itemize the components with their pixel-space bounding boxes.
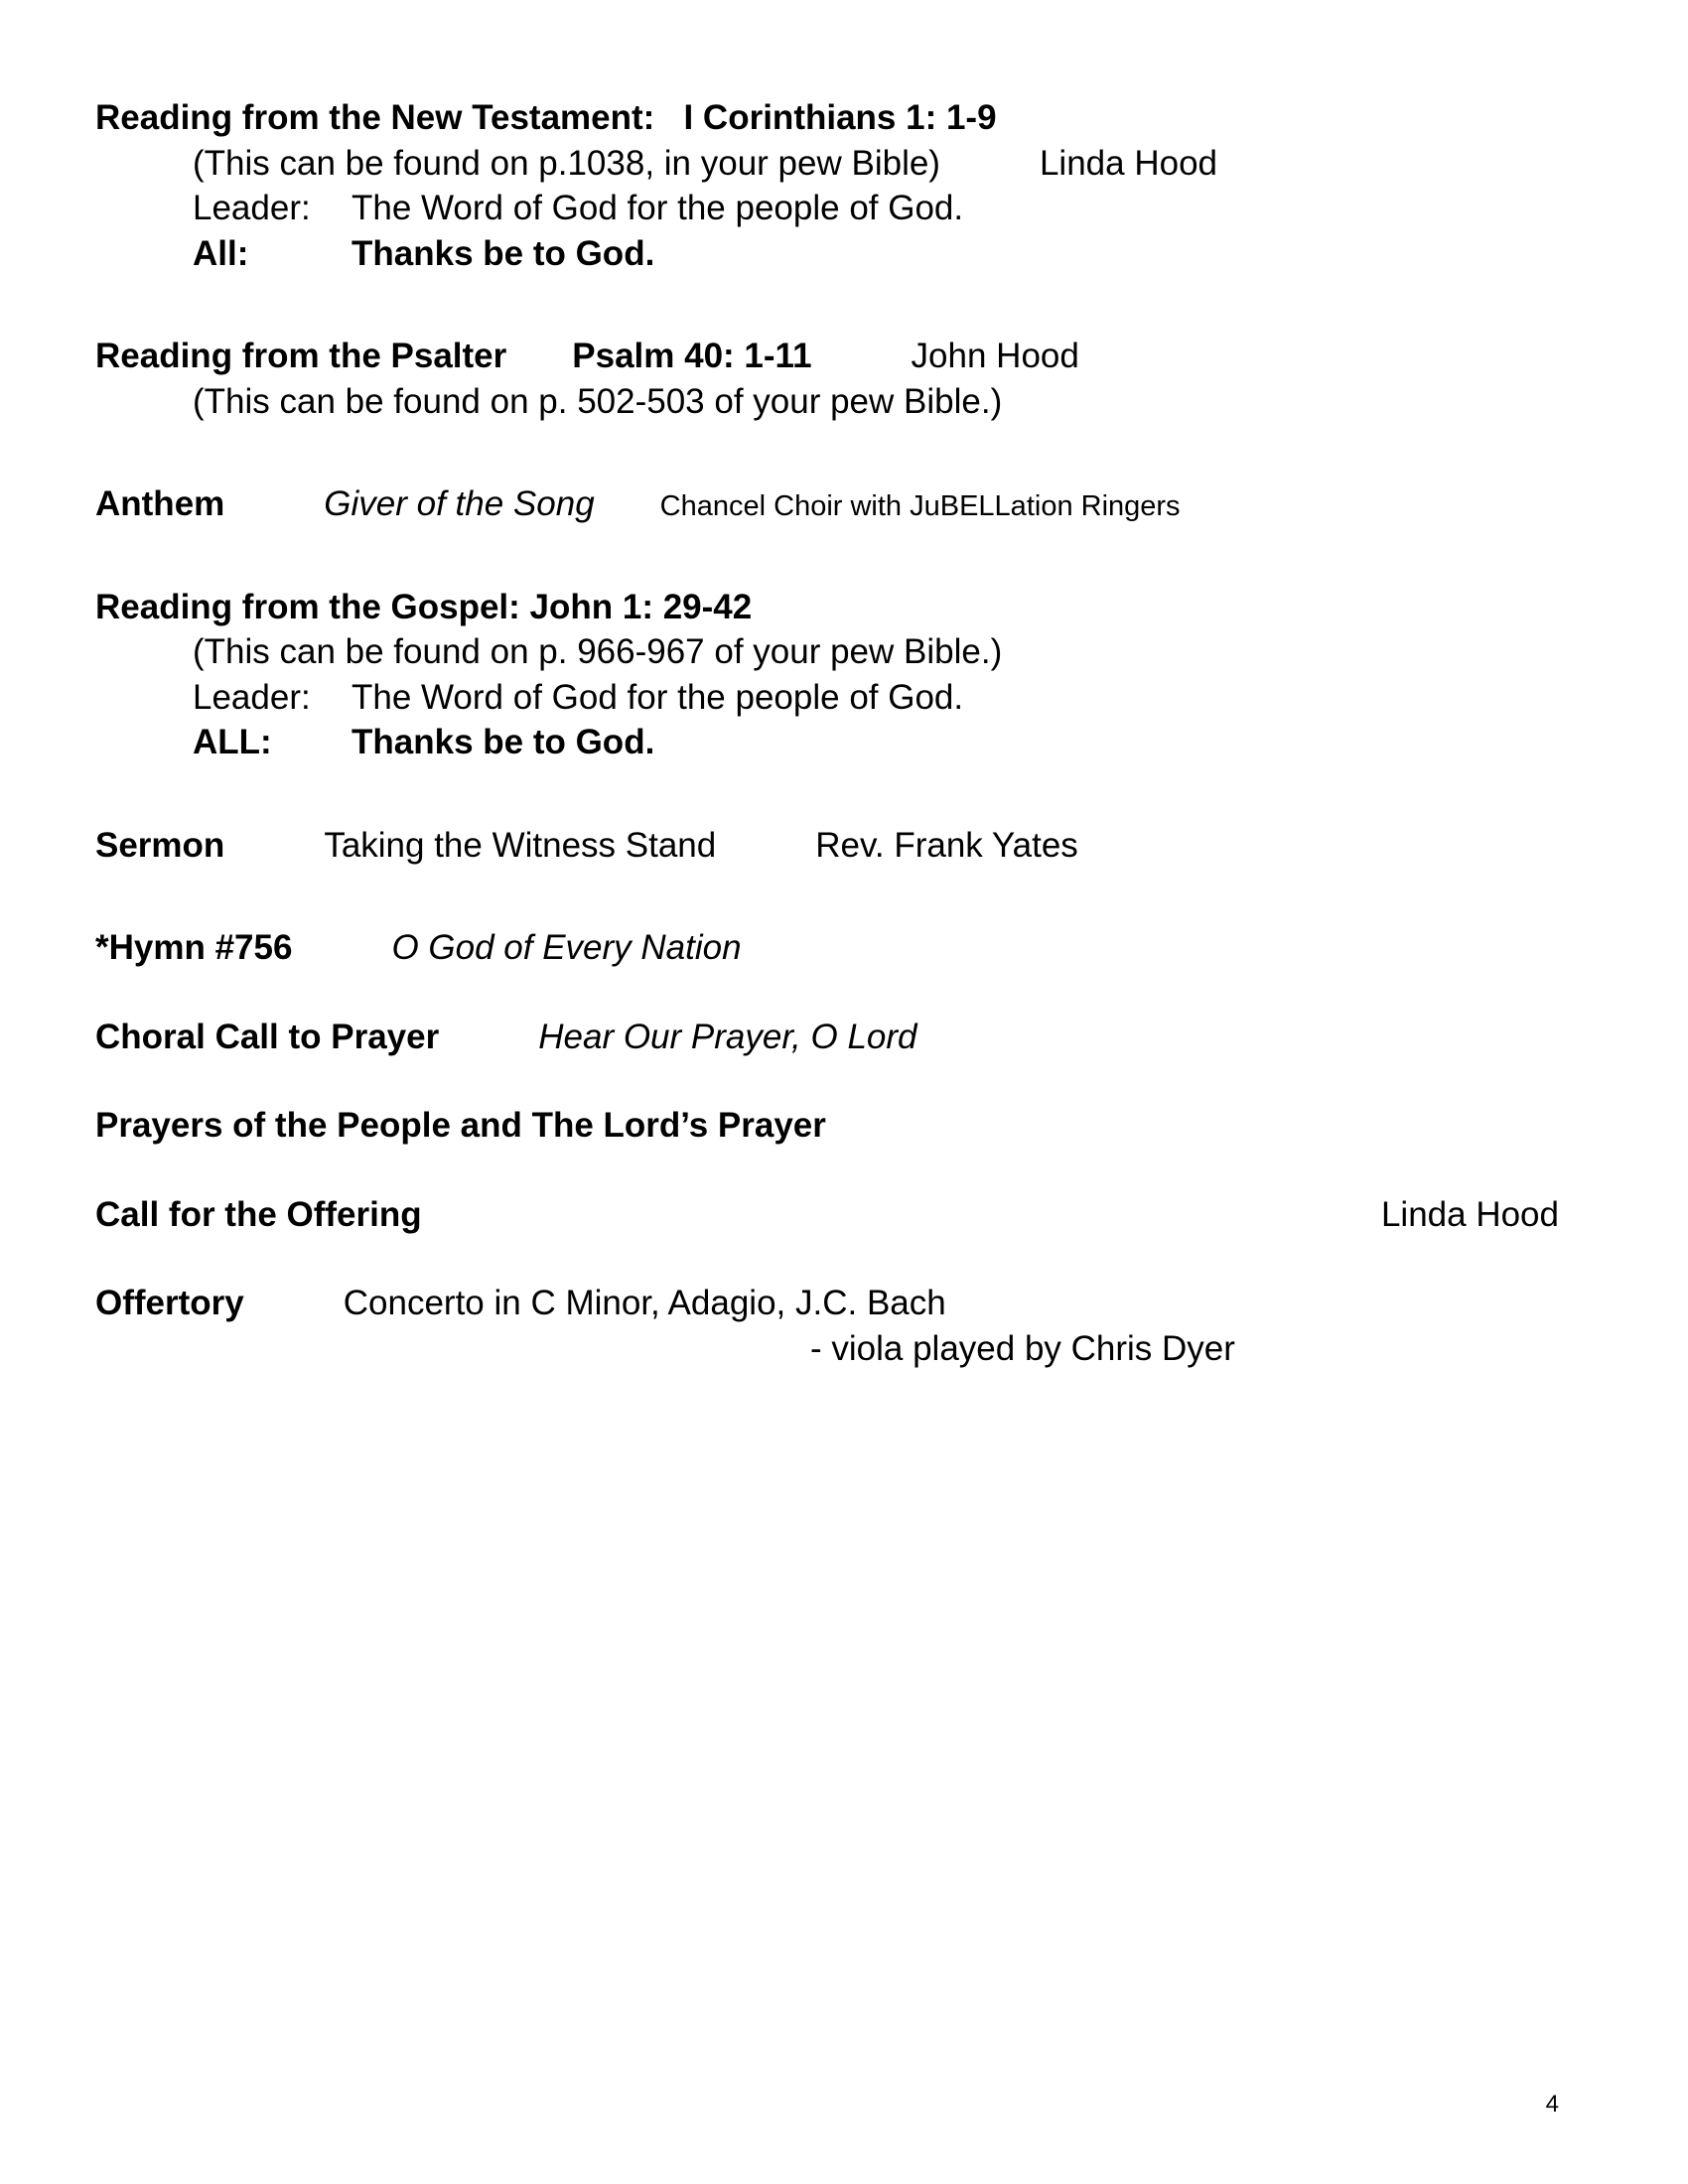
leader-text: The Word of God for the people of God. [352, 677, 964, 717]
offering-call-label: Call for the Offering [95, 1194, 422, 1234]
section-heading-row [95, 334, 1559, 379]
all-line [95, 231, 1559, 277]
spacer [95, 276, 1559, 334]
hymn-title: O God of Every Nation [391, 928, 742, 967]
leader-label: Leader: [193, 677, 311, 717]
section-note-row [95, 141, 1559, 187]
hymn-label: *Hymn #756 [95, 928, 293, 967]
section-heading: Reading from the Psalter [95, 337, 507, 375]
section-heading: Reading from the Gospel: John 1: 29-42 [95, 587, 753, 626]
leader-text: The Word of God for the people of God. [352, 189, 964, 227]
section-heading: Reading from the New Testament: I Corinthians 1: 1-9 [95, 98, 997, 137]
section-note-attribution: Linda Hood [1039, 143, 1218, 183]
prayers-label: Prayers of the People and The Lord’s Prayer [95, 1106, 826, 1145]
all-label: All: [193, 233, 249, 273]
section-note: (This can be found on p. 502-503 of your pew Bible.) [193, 381, 1003, 421]
section-prayers [95, 1103, 1559, 1149]
section-gospel [95, 585, 1559, 765]
section-note: (This can be found on p. 966-967 of your pew Bible.) [193, 632, 1003, 671]
section-offering-call [95, 1192, 1559, 1238]
offertory-title: Concerto in C Minor, Adagio, J.C. Bach [343, 1284, 946, 1322]
section-attribution: John Hood [911, 337, 1079, 375]
section-offertory [95, 1281, 1559, 1371]
choral-call-row [95, 1015, 1559, 1060]
offertory-row [95, 1281, 1559, 1326]
sermon-attribution: Rev. Frank Yates [815, 825, 1078, 865]
section-sermon [95, 823, 1559, 869]
spacer [95, 868, 1559, 925]
leader-line [95, 186, 1559, 231]
leader-line [95, 675, 1559, 721]
spacer [95, 765, 1559, 823]
section-choral-call [95, 1015, 1559, 1060]
anthem-label: Anthem [95, 484, 225, 523]
choral-call-label: Choral Call to Prayer [95, 1017, 440, 1056]
spacer [95, 1059, 1559, 1103]
section-anthem [95, 481, 1559, 527]
choral-call-title: Hear Our Prayer, O Lord [538, 1017, 917, 1056]
spacer [95, 424, 1559, 481]
offering-call-attribution: Linda Hood [1380, 1194, 1559, 1234]
leader-label: Leader: [193, 189, 311, 227]
anthem-title: Giver of the Song [324, 484, 595, 523]
spacer [95, 1149, 1559, 1192]
all-text: Thanks be to God. [352, 233, 655, 273]
section-psalter [95, 334, 1559, 424]
sermon-title: Taking the Witness Stand [324, 825, 717, 865]
section-hymn [95, 925, 1559, 971]
sermon-label: Sermon [95, 825, 225, 865]
all-label: ALL: [193, 723, 272, 761]
sermon-row [95, 823, 1559, 869]
offertory-label: Offertory [95, 1284, 244, 1322]
spacer [95, 527, 1559, 585]
section-note: (This can be found on p.1038, in your pew Bible) [193, 143, 940, 183]
offertory-subtitle: - viola played by Chris Dyer [810, 1328, 1235, 1368]
all-line [95, 720, 1559, 765]
all-text: Thanks be to God. [352, 723, 655, 761]
hymn-row [95, 925, 1559, 971]
offering-call-row [95, 1192, 1559, 1238]
spacer [95, 1237, 1559, 1281]
spacer [95, 971, 1559, 1015]
anthem-row [95, 481, 1559, 527]
section-reference: Psalm 40: 1-11 [572, 337, 812, 375]
section-new-testament [95, 95, 1559, 276]
anthem-performers: Chancel Choir with JuBELLation Ringers [659, 490, 1181, 522]
page-number: 4 [1545, 2091, 1559, 2117]
